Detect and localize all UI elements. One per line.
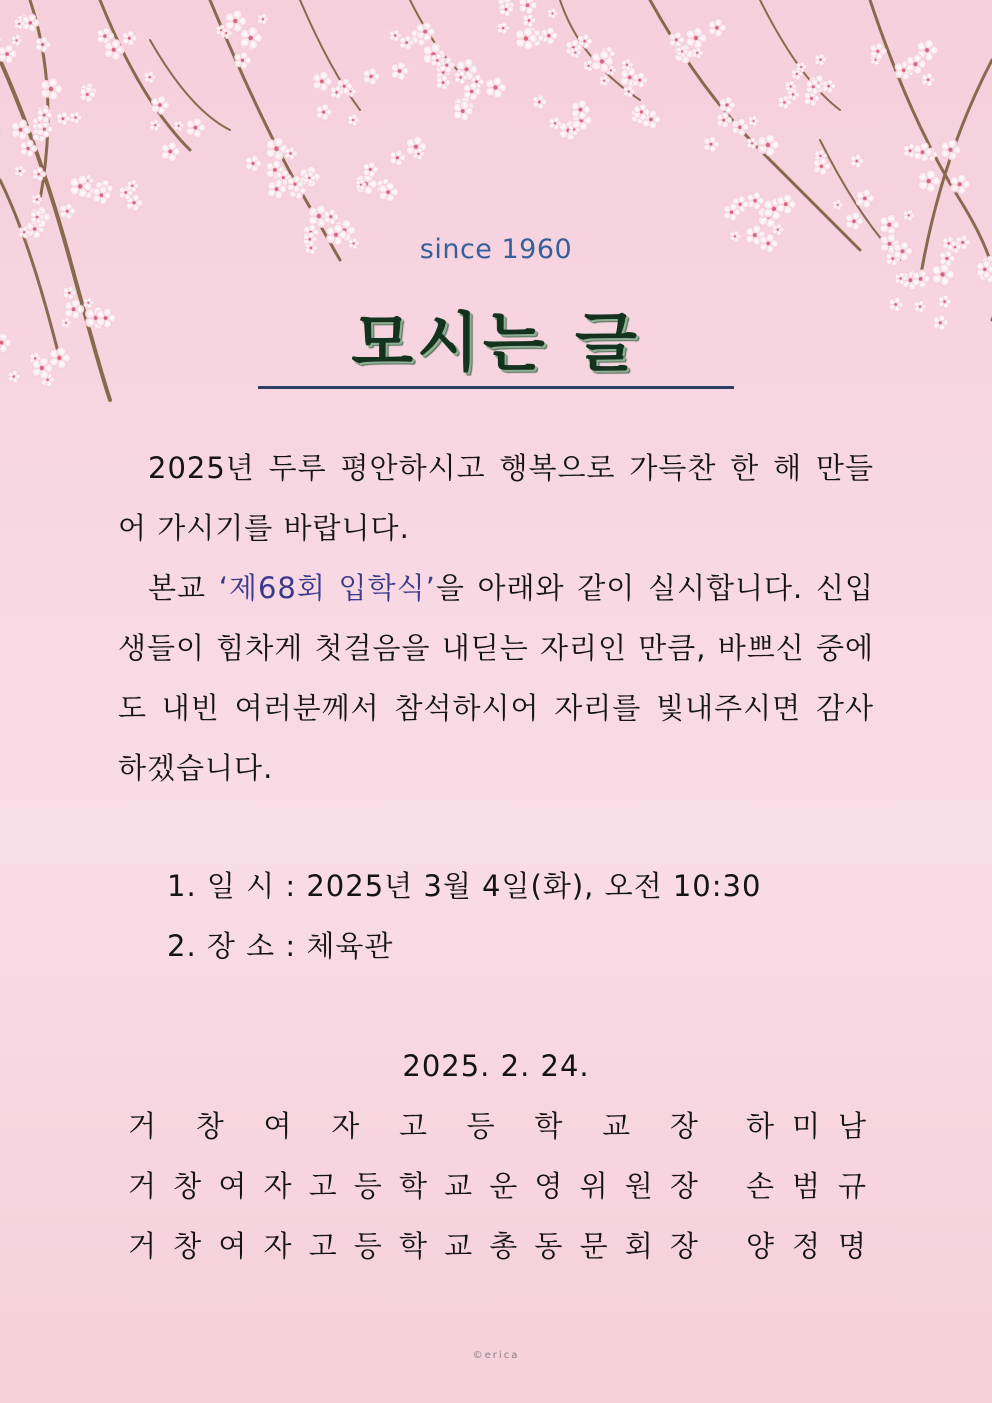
blossom bbox=[903, 209, 915, 221]
blossom bbox=[796, 62, 807, 73]
signature-title-char: 장 bbox=[669, 1169, 698, 1203]
signature-name bbox=[746, 1156, 866, 1216]
signature-title-char: 거 bbox=[128, 1109, 157, 1143]
signature-title bbox=[128, 1216, 698, 1276]
signature-title-char: 자 bbox=[263, 1169, 292, 1203]
signature-title-char: 고 bbox=[308, 1229, 337, 1263]
signature-line bbox=[128, 1156, 866, 1216]
signature-title-char: 학 bbox=[534, 1109, 563, 1143]
blossom bbox=[151, 95, 170, 115]
blossom bbox=[104, 39, 125, 61]
announcement-paragraph bbox=[118, 558, 874, 798]
signature-title-char: 창 bbox=[173, 1229, 202, 1263]
blossom bbox=[40, 77, 63, 101]
blossom bbox=[161, 141, 181, 162]
signature-title-char: 등 bbox=[353, 1229, 382, 1263]
signature-title-char: 여 bbox=[218, 1229, 247, 1263]
blossom bbox=[856, 189, 875, 209]
signature-title-char: 창 bbox=[173, 1169, 202, 1203]
blossom bbox=[533, 95, 548, 110]
blossom bbox=[497, 22, 510, 35]
blossom bbox=[0, 44, 17, 64]
signature-title-char: 교 bbox=[444, 1229, 473, 1263]
page-title: 모시는 글 bbox=[351, 307, 641, 381]
blossom bbox=[390, 149, 406, 166]
blossom bbox=[599, 75, 610, 86]
blossom bbox=[35, 36, 51, 52]
blossom bbox=[748, 115, 759, 126]
blossom bbox=[312, 71, 332, 92]
blossom bbox=[548, 8, 559, 19]
blossom bbox=[815, 53, 827, 66]
invitation-body bbox=[118, 438, 874, 798]
blossom bbox=[879, 214, 900, 236]
blossom bbox=[845, 212, 864, 232]
signature-name-char: 하 bbox=[746, 1109, 775, 1143]
signature-name-char: 범 bbox=[791, 1169, 820, 1203]
blossom bbox=[757, 133, 780, 157]
blossom bbox=[708, 18, 727, 37]
signature-name-char: 손 bbox=[746, 1169, 775, 1203]
blossom bbox=[70, 111, 82, 124]
blossom bbox=[127, 179, 139, 192]
blossom bbox=[186, 117, 206, 138]
signature-name-char: 규 bbox=[837, 1169, 866, 1203]
blossom bbox=[732, 118, 750, 136]
blossom bbox=[11, 34, 23, 46]
blossom bbox=[436, 75, 451, 91]
blossom bbox=[11, 119, 31, 140]
signature-title-char: 위 bbox=[579, 1169, 608, 1203]
signature-title-char: 동 bbox=[534, 1229, 563, 1263]
blossom bbox=[391, 61, 410, 80]
signature-title-char: 고 bbox=[308, 1169, 337, 1203]
signature-title-char: 영 bbox=[534, 1169, 563, 1203]
blossom bbox=[822, 79, 836, 93]
signature-title-char: 창 bbox=[195, 1109, 224, 1143]
signature-title-char: 거 bbox=[128, 1169, 157, 1203]
signature-line bbox=[128, 1096, 866, 1156]
signature-title-char: 여 bbox=[263, 1109, 292, 1143]
blossom bbox=[37, 107, 53, 123]
blossom bbox=[348, 114, 360, 126]
blossom bbox=[0, 33, 2, 47]
blossom bbox=[941, 139, 962, 161]
signature-title-char: 장 bbox=[669, 1109, 698, 1143]
letter-date: 2025. 2. 24. bbox=[402, 1049, 590, 1083]
blossom bbox=[850, 154, 864, 169]
since-label: since 1960 bbox=[419, 234, 573, 265]
blossom bbox=[284, 147, 297, 161]
blossom bbox=[14, 165, 26, 177]
announcement-prefix: 본교 bbox=[148, 571, 219, 605]
blossom bbox=[234, 51, 252, 69]
signature-title-char: 거 bbox=[128, 1229, 157, 1263]
blossom bbox=[144, 71, 156, 84]
blossom bbox=[0, 121, 1, 143]
blossom bbox=[245, 155, 262, 172]
blossom bbox=[703, 136, 719, 153]
blossom bbox=[922, 73, 936, 87]
blossom bbox=[174, 120, 185, 131]
blossom bbox=[813, 157, 831, 176]
signature-title-char: 자 bbox=[331, 1109, 360, 1143]
signature-title-char: 교 bbox=[444, 1169, 473, 1203]
signature-title-char: 장 bbox=[669, 1229, 698, 1263]
signature-title-char: 문 bbox=[579, 1229, 608, 1263]
title-divider bbox=[258, 386, 734, 389]
signature-title bbox=[128, 1156, 698, 1216]
signature-title-char: 등 bbox=[466, 1109, 495, 1143]
blossom bbox=[719, 96, 736, 113]
blossom bbox=[912, 269, 931, 288]
blossom bbox=[485, 76, 507, 99]
blossom bbox=[316, 104, 333, 121]
event-name: ‘제68회 입학식’ bbox=[218, 571, 436, 605]
blossom bbox=[716, 112, 732, 128]
signature-name-char: 남 bbox=[837, 1109, 866, 1143]
signature-title-char: 운 bbox=[489, 1169, 518, 1203]
signature-title-char: 등 bbox=[353, 1169, 382, 1203]
announcement-text: 을 아래와 같이 실시합니다. 신입생들이 힘차게 첫걸음을 내딛는 자리인 만큼, 바쁘신 중에도 내빈 여러분께서 참석하시어 자리를 빛내주시면 감사하겠습니다. bbox=[118, 571, 874, 785]
blossom bbox=[632, 72, 648, 88]
blossom bbox=[523, 13, 537, 27]
blossom bbox=[776, 194, 797, 215]
signature-name-char: 명 bbox=[837, 1229, 866, 1263]
signature-title-char: 자 bbox=[263, 1229, 292, 1263]
blossom bbox=[833, 199, 844, 210]
blossom bbox=[931, 262, 955, 286]
signature-title bbox=[128, 1096, 698, 1156]
blossom bbox=[363, 161, 379, 177]
blossom bbox=[918, 169, 941, 193]
signature-name-char: 정 bbox=[791, 1229, 820, 1263]
blossom bbox=[150, 119, 162, 131]
blossom bbox=[258, 13, 269, 25]
signature-name bbox=[746, 1096, 866, 1156]
blossom bbox=[379, 182, 399, 203]
signature-title-char: 원 bbox=[624, 1169, 653, 1203]
signature-title-char: 학 bbox=[398, 1169, 427, 1203]
signature-title-char: 교 bbox=[602, 1109, 631, 1143]
blossom bbox=[240, 26, 263, 50]
copyright-mark: ©erica bbox=[472, 1350, 520, 1361]
detail-datetime: 1. 일 시 : 2025년 3월 4일(화), 오전 10:30 bbox=[167, 869, 762, 903]
signature-title-char: 고 bbox=[398, 1109, 427, 1143]
signature-title-char: 여 bbox=[218, 1169, 247, 1203]
blossom bbox=[56, 111, 70, 126]
blossom bbox=[60, 203, 76, 220]
signature-title-char: 회 bbox=[624, 1229, 653, 1263]
blossom bbox=[950, 174, 971, 195]
signature-title-char: 총 bbox=[489, 1229, 518, 1263]
blossom bbox=[122, 30, 137, 46]
detail-location: 2. 장 소 : 체육관 bbox=[167, 929, 394, 963]
event-details bbox=[167, 856, 761, 976]
signature-title-char: 학 bbox=[398, 1229, 427, 1263]
signature-name bbox=[746, 1216, 866, 1276]
blossom bbox=[692, 47, 704, 59]
signature-name-char: 미 bbox=[791, 1109, 820, 1143]
signature-line bbox=[128, 1216, 866, 1276]
blossom bbox=[363, 67, 381, 85]
blossom bbox=[519, 0, 538, 15]
greeting-paragraph: 2025년 두루 평안하시고 행복으로 가득찬 한 해 만들어 가시기를 바랍니다. bbox=[118, 451, 874, 545]
signature-name-char: 양 bbox=[746, 1229, 775, 1263]
